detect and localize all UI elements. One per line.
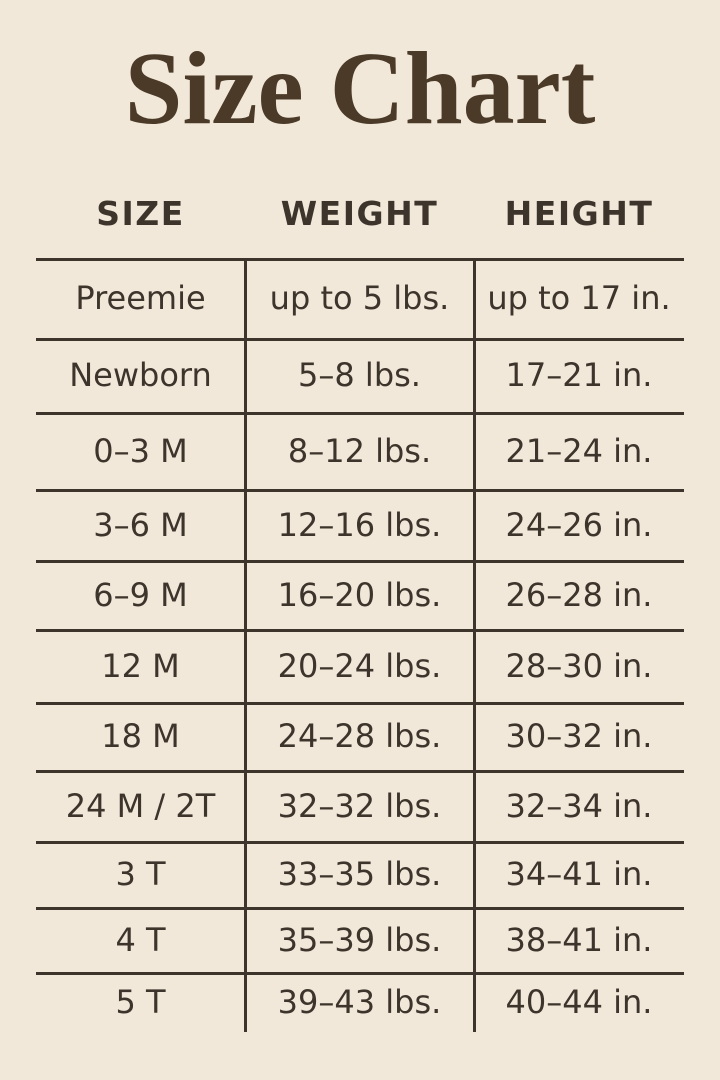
table-row xyxy=(36,338,684,412)
size-cell: 12 M xyxy=(101,646,180,685)
column-header-size: SIZE xyxy=(96,193,185,233)
height-cell: 17–21 in. xyxy=(505,356,653,394)
size-cell: 0–3 M xyxy=(93,431,188,470)
size-cell: Newborn xyxy=(69,356,212,394)
size-cell: 6–9 M xyxy=(93,575,188,614)
height-cell: 28–30 in. xyxy=(505,646,653,685)
weight-cell: 24–28 lbs. xyxy=(277,717,442,755)
weight-cell: 20–24 lbs. xyxy=(277,646,442,685)
size-cell: 24 M / 2T xyxy=(65,786,216,825)
column-header-weight: WEIGHT xyxy=(280,193,439,233)
page-title: Size Chart xyxy=(124,31,596,146)
table-row xyxy=(36,560,684,629)
table-row xyxy=(36,841,684,907)
height-cell: 32–34 in. xyxy=(505,786,653,825)
size-table xyxy=(36,258,684,1032)
table-row xyxy=(36,258,684,338)
weight-cell: up to 5 lbs. xyxy=(269,279,450,317)
height-cell: 30–32 in. xyxy=(505,717,653,755)
weight-cell: 8–12 lbs. xyxy=(287,431,432,470)
table-row xyxy=(36,770,684,841)
row-divider xyxy=(36,629,684,632)
column-divider xyxy=(244,258,247,1032)
weight-cell: 5–8 lbs. xyxy=(298,356,421,394)
row-divider xyxy=(36,907,684,910)
table-row xyxy=(36,629,684,702)
size-cell: 18 M xyxy=(101,717,180,755)
weight-cell: 12–16 lbs. xyxy=(277,505,442,544)
size-cell: Preemie xyxy=(75,279,206,317)
height-cell: up to 17 in. xyxy=(487,279,671,317)
column-header-height: HEIGHT xyxy=(504,193,654,233)
row-divider xyxy=(36,560,684,563)
height-cell: 26–28 in. xyxy=(505,575,653,614)
weight-cell: 39–43 lbs. xyxy=(277,983,442,1021)
table-row xyxy=(36,489,684,560)
column-divider xyxy=(473,258,476,1032)
height-cell: 24–26 in. xyxy=(505,505,653,544)
table-header-row xyxy=(36,190,684,236)
size-cell: 3–6 M xyxy=(93,505,188,544)
row-divider xyxy=(36,489,684,492)
size-cell: 5 T xyxy=(115,983,166,1021)
height-cell: 21–24 in. xyxy=(505,431,653,470)
size-cell: 3 T xyxy=(115,855,166,893)
weight-cell: 33–35 lbs. xyxy=(277,855,442,893)
size-cell: 4 T xyxy=(115,920,166,959)
height-cell: 40–44 in. xyxy=(505,983,653,1021)
table-row xyxy=(36,412,684,489)
row-divider xyxy=(36,258,684,261)
table-row xyxy=(36,702,684,770)
height-cell: 34–41 in. xyxy=(505,855,653,893)
row-divider xyxy=(36,770,684,773)
height-cell: 38–41 in. xyxy=(505,920,653,959)
weight-cell: 32–32 lbs. xyxy=(277,786,442,825)
table-row xyxy=(36,972,684,1032)
row-divider xyxy=(36,841,684,844)
weight-cell: 16–20 lbs. xyxy=(277,575,442,614)
row-divider xyxy=(36,412,684,415)
row-divider xyxy=(36,702,684,705)
weight-cell: 35–39 lbs. xyxy=(277,920,442,959)
row-divider xyxy=(36,338,684,341)
table-row xyxy=(36,907,684,972)
row-divider xyxy=(36,972,684,975)
